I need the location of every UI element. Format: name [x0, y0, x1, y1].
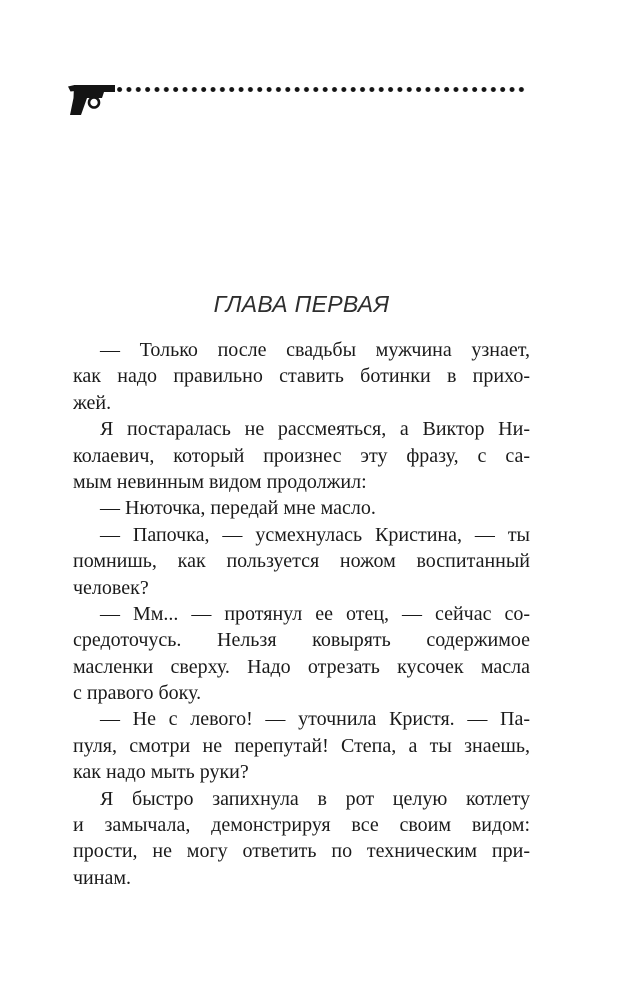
text-line: Я постаралась не рассмеяться, а Виктор Ни- [100, 418, 530, 441]
text-line: колаевич, который произнес эту фразу, с са- [73, 444, 530, 467]
paragraph [73, 786, 530, 892]
dotted-line [117, 86, 528, 93]
text-line: средоточусь. Нельзя ковырять содержимое [73, 629, 530, 652]
text-line: масленки сверху. Надо отрезать кусочек масла [73, 655, 530, 678]
chapter-text [73, 337, 530, 891]
text-line: чинам. [73, 866, 131, 889]
text-line: помнишь, как пользуется ножом воспитанный [73, 550, 530, 573]
text-line: Я быстро запихнула в рот целую котлету [100, 787, 530, 810]
text-line: — Только после свадьбы мужчина узнает, [100, 339, 530, 361]
text-line: мым невинным видом продолжил: [73, 470, 367, 493]
paragraph [73, 601, 530, 707]
text-line: как надо правильно ставить ботинки в прихо- [73, 365, 530, 388]
paragraph [73, 495, 530, 521]
chapter-ornament [68, 85, 530, 115]
text-line: — Мм... — протянул ее отец, — сейчас со- [100, 602, 530, 625]
paragraph [73, 522, 530, 601]
text-line: — Нюточка, передай мне масло. [100, 497, 376, 520]
text-line: жей. [73, 391, 112, 414]
text-line: — Не с левого! — уточнила Кристя. — Па- [100, 708, 530, 731]
text-line: прости, не могу ответить по техническим при- [73, 840, 530, 863]
text-line: и замычала, демонстрируя все своим видом: [73, 814, 530, 837]
text-line: с правого боку. [73, 682, 202, 705]
text-line: человек? [73, 576, 149, 599]
revolver-icon [68, 85, 115, 115]
text-line: как надо мыть руки? [73, 761, 249, 784]
chapter-title: ГЛАВА ПЕРВАЯ [213, 291, 390, 317]
paragraph [73, 337, 530, 416]
text-line: пуля, смотри не перепутай! Степа, а ты знаешь, [73, 734, 530, 757]
text-line: — Папочка, — усмехнулась Кристина, — ты [100, 523, 530, 546]
paragraph [73, 416, 530, 495]
paragraph [73, 706, 530, 785]
